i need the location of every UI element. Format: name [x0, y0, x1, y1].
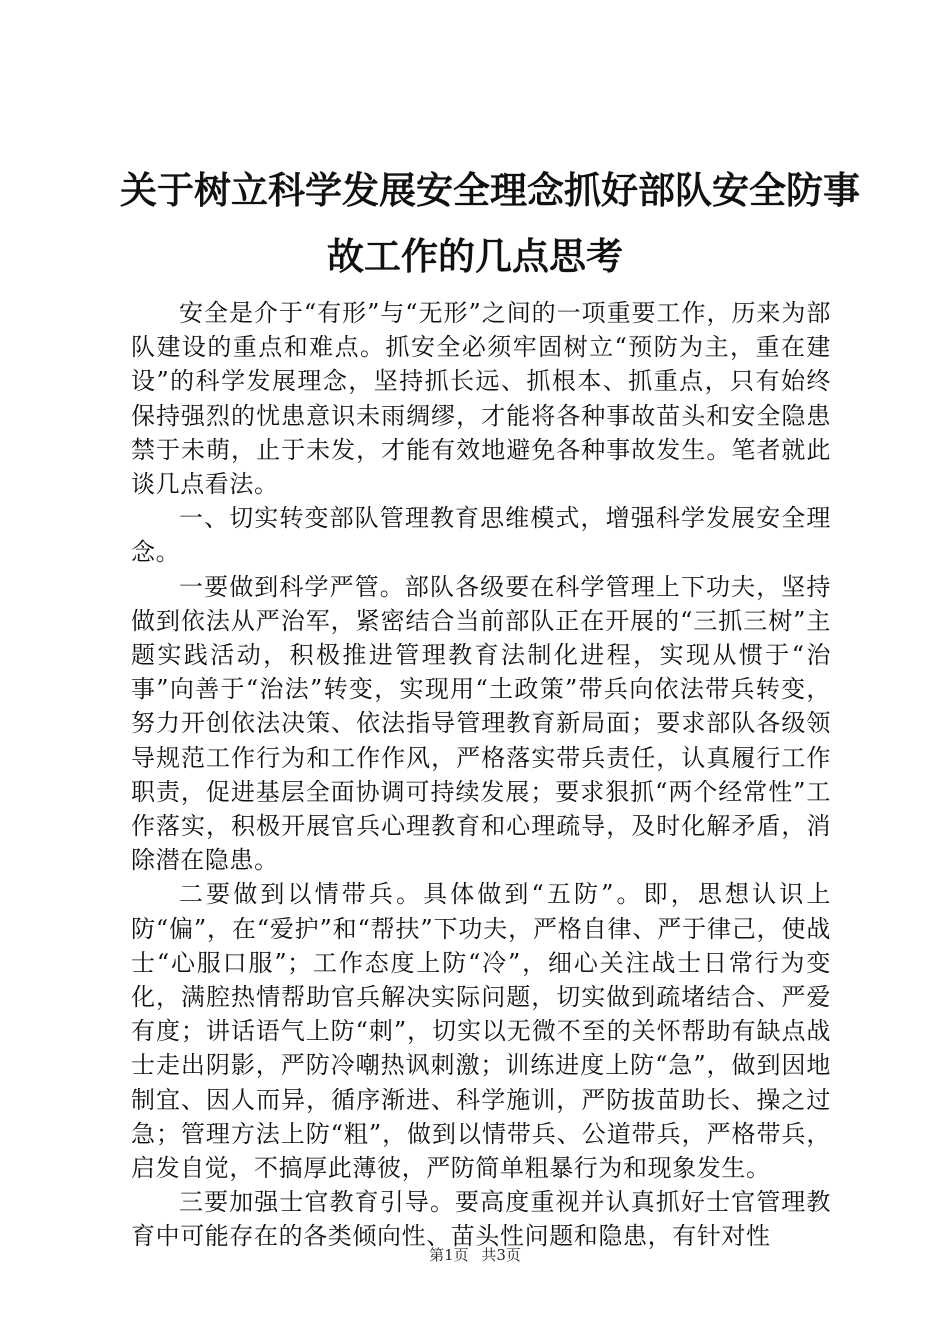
page-footer	[0, 1245, 950, 1265]
paragraph-point-3: 三要加强士官教育引导。要高度重视并认真抓好士官管理教育中可能存在的各类倾向性、苗头性问题和隐患，有针对性	[131, 1188, 831, 1251]
paragraph-intro: 安全是介于“有形”与“无形”之间的一项重要工作，历来为部队建设的重点和难点。抓安全必须牢固树立“预防为主，重在建设”的科学发展理念，坚持抓长远、抓根本、抓重点，只有始终保持强烈的忧患意识未雨绸缪，才能将各种事故苗头和安全隐患禁于未萌，止于未发，才能有效地避免各种事故发生。笔者就此谈几点看法。	[131, 299, 831, 499]
page-number: 第1页	[429, 1246, 469, 1264]
document-title	[120, 158, 860, 290]
title-line-1: 关于树立科学发展安全理念抓好部队安全防事	[120, 169, 860, 212]
document-body	[131, 296, 831, 1254]
title-line-2: 故工作的几点思考	[327, 235, 623, 278]
paragraph-point-1: 一要做到科学严管。部队各级要在科学管理上下功夫，坚持做到依法从严治军，紧密结合当前部队正在开展的“三抓三树”主题实践活动，积极推进管理教育法制化进程，实现从惯于“治事”向善于“治法”转变，实现用“土政策”带兵向依法带兵转变，努力开创依法决策、依法指导管理教育新局面；要求部队各级领导规范工作行为和工作作风，严格落实带兵责任，认真履行工作职责，促进基层全面协调可持续发展；要求狠抓“两个经常性”工作落实，积极开展官兵心理教育和心理疏导，及时化解矛盾，消除潜在隐患。	[131, 572, 831, 875]
paragraph-point-2: 二要做到以情带兵。具体做到“五防”。即，思想认识上防“偏”，在“爱护”和“帮扶”下功夫，严格自律、严于律己，使战士“心服口服”；工作态度上防“冷”，细心关注战士日常行为变化，满腔热情帮助官兵解决实际问题，切实做到疏堵结合、严爱有度；讲话语气上防“刺”，切实以无微不至的关怀帮助有缺点战士走出阴影，严防冷嘲热讽刺激；训练进度上防“急”，做到因地制宜、因人而异，循序渐进、科学施训，严防拔苗助长、操之过急；管理方法上防“粗”，做到以情带兵、公道带兵，严格带兵，启发自觉，不搞厚此薄彼，严防简单粗暴行为和现象发生。	[131, 880, 831, 1183]
page-total: 共3页	[481, 1246, 521, 1264]
section-heading-1: 一、切实转变部队管理教育思维模式，增强科学发展安全理念。	[131, 504, 831, 567]
